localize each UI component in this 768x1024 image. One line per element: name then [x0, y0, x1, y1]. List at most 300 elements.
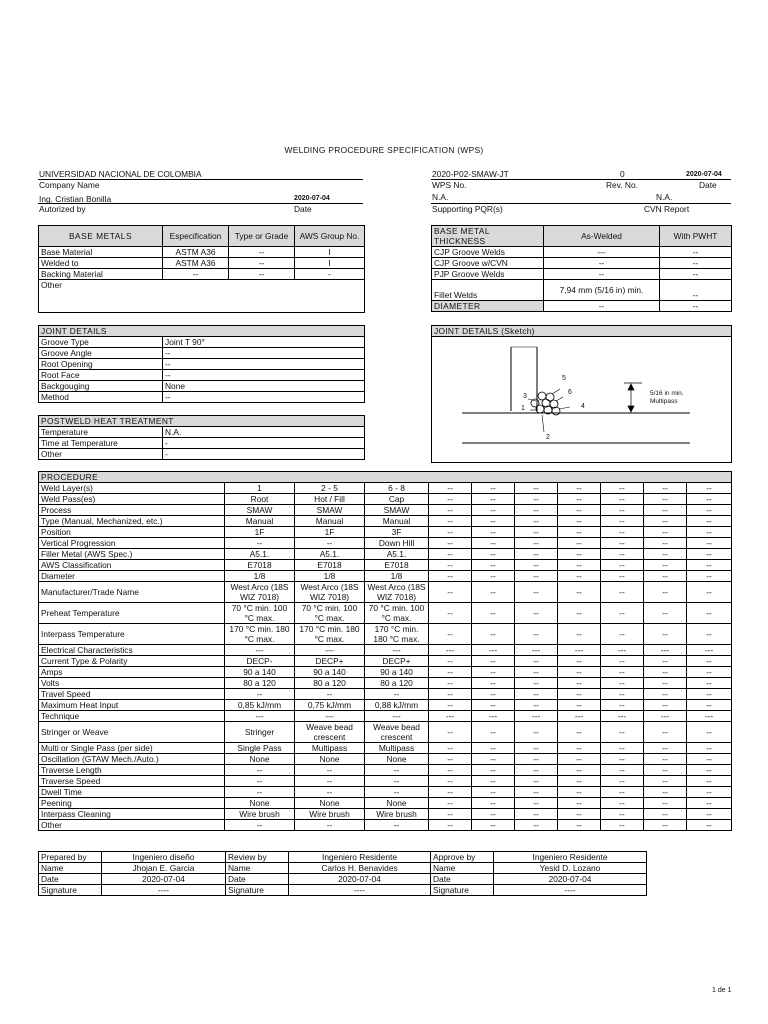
procedure-empty-cell: --	[601, 483, 644, 494]
procedure-empty-cell: --	[558, 743, 601, 754]
procedure-empty-cell: ---	[601, 645, 644, 656]
procedure-empty-cell: --	[687, 765, 732, 776]
procedure-empty-cell: --	[515, 560, 558, 571]
sketch-note-multipass: Multipass	[650, 398, 678, 405]
procedure-cell: Multipass	[365, 743, 429, 754]
document-title: WELDING PROCEDURE SPECIFICATION (WPS)	[284, 145, 484, 155]
procedure-empty-cell: --	[644, 700, 687, 711]
procedure-row	[39, 549, 732, 560]
procedure-empty-cell: --	[601, 765, 644, 776]
procedure-empty-cell: --	[472, 689, 515, 700]
procedure-empty-cell: --	[429, 820, 472, 831]
procedure-cell: --	[365, 787, 429, 798]
procedure-empty-cell: --	[687, 527, 732, 538]
procedure-empty-cell: --	[644, 667, 687, 678]
procedure-row	[39, 494, 732, 505]
procedure-empty-cell: --	[515, 809, 558, 820]
procedure-cell: Manual	[365, 516, 429, 527]
procedure-empty-cell: --	[429, 624, 472, 645]
procedure-cell: SMAW	[225, 505, 295, 516]
procedure-empty-cell: --	[644, 516, 687, 527]
procedure-empty-cell: --	[558, 603, 601, 624]
procedure-empty-cell: --	[601, 624, 644, 645]
procedure-cell: 90 a 140	[295, 667, 365, 678]
company-date-value: 2020-07-04	[294, 195, 330, 202]
procedure-empty-cell: --	[558, 505, 601, 516]
procedure-cell: DECP+	[365, 656, 429, 667]
procedure-empty-cell: --	[472, 765, 515, 776]
procedure-empty-cell: --	[558, 689, 601, 700]
procedure-row-label: Current Type & Polarity	[39, 656, 225, 667]
procedure-empty-cell: --	[558, 582, 601, 603]
procedure-empty-cell: ---	[644, 711, 687, 722]
procedure-row	[39, 820, 732, 831]
procedure-empty-cell: --	[644, 505, 687, 516]
procedure-cell: None	[295, 798, 365, 809]
procedure-empty-cell: --	[601, 527, 644, 538]
procedure-empty-cell: --	[644, 722, 687, 743]
procedure-cell: 0,85 kJ/mm	[225, 700, 295, 711]
page-number: 1 de 1	[712, 987, 732, 994]
procedure-row-label: Type (Manual, Mechanized, etc.)	[39, 516, 225, 527]
procedure-empty-cell: --	[644, 689, 687, 700]
procedure-cell: --	[365, 765, 429, 776]
procedure-empty-cell: --	[601, 689, 644, 700]
procedure-empty-cell: --	[644, 527, 687, 538]
procedure-empty-cell: --	[515, 776, 558, 787]
joint-sketch-box	[431, 325, 732, 463]
procedure-empty-cell: --	[429, 538, 472, 549]
procedure-cell: --	[225, 538, 295, 549]
procedure-empty-cell: --	[687, 494, 732, 505]
procedure-empty-cell: --	[472, 494, 515, 505]
procedure-empty-cell: --	[601, 743, 644, 754]
procedure-empty-cell: --	[687, 722, 732, 743]
diameter-label: DIAMETER	[432, 301, 544, 312]
procedure-row	[39, 505, 732, 516]
procedure-row	[39, 603, 732, 624]
procedure-empty-cell: --	[558, 527, 601, 538]
procedure-empty-cell: --	[687, 505, 732, 516]
procedure-row	[39, 527, 732, 538]
procedure-cell: 170 °C min. 180 °C max.	[225, 624, 295, 645]
procedure-cell: 1/8	[225, 571, 295, 582]
procedure-empty-cell: --	[429, 527, 472, 538]
procedure-cell: West Arco (18S WIZ 7018)	[225, 582, 295, 603]
procedure-empty-cell: --	[644, 624, 687, 645]
procedure-empty-cell: --	[515, 483, 558, 494]
procedure-empty-cell: --	[472, 754, 515, 765]
procedure-cell: Wire brush	[295, 809, 365, 820]
procedure-empty-cell: --	[515, 765, 558, 776]
procedure-empty-cell: --	[515, 678, 558, 689]
authorized-value: Ing. Cristian Bonilla	[39, 194, 112, 204]
procedure-empty-cell: --	[472, 527, 515, 538]
wps-number-value: 2020-P02-SMAW-JT	[432, 169, 509, 179]
procedure-empty-cell: ---	[429, 645, 472, 656]
procedure-empty-cell: --	[429, 582, 472, 603]
procedure-empty-cell: --	[429, 516, 472, 527]
procedure-empty-cell: --	[429, 603, 472, 624]
procedure-header: PROCEDURE	[39, 472, 732, 483]
procedure-cell: 70 °C min. 100 °C max.	[365, 603, 429, 624]
procedure-cell: ---	[295, 645, 365, 656]
procedure-empty-cell: --	[644, 678, 687, 689]
procedure-empty-cell: --	[429, 549, 472, 560]
procedure-cell: --	[225, 787, 295, 798]
procedure-empty-cell: --	[644, 571, 687, 582]
joint-sketch-header: JOINT DETAILS (Sketch)	[432, 326, 731, 337]
procedure-cell: Multipass	[295, 743, 365, 754]
procedure-table	[38, 471, 732, 831]
procedure-cell: --	[295, 689, 365, 700]
procedure-empty-cell: --	[515, 549, 558, 560]
procedure-empty-cell: --	[472, 483, 515, 494]
procedure-empty-cell: --	[472, 603, 515, 624]
procedure-row-label: Interpass Temperature	[39, 624, 225, 645]
procedure-empty-cell: --	[472, 776, 515, 787]
procedure-empty-cell: --	[515, 667, 558, 678]
procedure-cell: 170 °C min. 180 °C max.	[295, 624, 365, 645]
procedure-empty-cell: --	[558, 798, 601, 809]
wps-date-value: 2020-07-04	[686, 171, 722, 178]
procedure-empty-cell: --	[558, 667, 601, 678]
procedure-empty-cell: --	[644, 754, 687, 765]
sketch-label-3: 3	[523, 393, 527, 400]
procedure-empty-cell: --	[558, 722, 601, 743]
procedure-empty-cell: --	[687, 624, 732, 645]
procedure-cell: --	[365, 689, 429, 700]
procedure-row	[39, 711, 732, 722]
procedure-cell: 2 - 5	[295, 483, 365, 494]
thickness-header: BASE METAL THICKNESS	[432, 226, 544, 247]
procedure-empty-cell: --	[687, 743, 732, 754]
procedure-empty-cell: ---	[472, 645, 515, 656]
procedure-empty-cell: --	[515, 527, 558, 538]
procedure-cell: --	[295, 787, 365, 798]
procedure-empty-cell: --	[515, 820, 558, 831]
procedure-empty-cell: --	[601, 700, 644, 711]
procedure-empty-cell: --	[687, 603, 732, 624]
sketch-label-4: 4	[581, 403, 585, 410]
procedure-row	[39, 776, 732, 787]
procedure-empty-cell: --	[644, 820, 687, 831]
procedure-empty-cell: --	[472, 809, 515, 820]
procedure-empty-cell: --	[601, 582, 644, 603]
procedure-cell: 80 a 120	[365, 678, 429, 689]
procedure-empty-cell: --	[687, 809, 732, 820]
procedure-empty-cell: --	[472, 560, 515, 571]
procedure-empty-cell: --	[601, 516, 644, 527]
joint-details-table: JOINT DETAILS Groove Type Joint T 90° Groove Angle -- Root Opening -- Root Face -- Backgouging None Method --	[38, 325, 365, 403]
procedure-empty-cell: --	[601, 798, 644, 809]
procedure-cell: A5.1.	[365, 549, 429, 560]
procedure-row	[39, 624, 732, 645]
company-date-label: Date	[294, 204, 312, 214]
procedure-row	[39, 516, 732, 527]
procedure-cell: ---	[295, 711, 365, 722]
procedure-empty-cell: --	[644, 603, 687, 624]
authorized-label: Autorized by	[39, 204, 86, 214]
procedure-empty-cell: --	[644, 743, 687, 754]
procedure-row	[39, 743, 732, 754]
procedure-row-label: Amps	[39, 667, 225, 678]
procedure-row	[39, 809, 732, 820]
procedure-empty-cell: --	[472, 538, 515, 549]
procedure-row	[39, 765, 732, 776]
procedure-empty-cell: --	[644, 656, 687, 667]
procedure-row-label: Dwell Time	[39, 787, 225, 798]
procedure-cell: Weave bead crescent	[365, 722, 429, 743]
procedure-cell: --	[295, 776, 365, 787]
cvn-value: N.A.	[656, 192, 673, 202]
procedure-empty-cell: --	[601, 776, 644, 787]
procedure-empty-cell: --	[429, 678, 472, 689]
procedure-row-label: Oscillation (GTAW Mech./Auto.)	[39, 754, 225, 765]
procedure-empty-cell: --	[644, 776, 687, 787]
procedure-empty-cell: --	[558, 494, 601, 505]
procedure-cell: --	[365, 776, 429, 787]
procedure-empty-cell: --	[601, 494, 644, 505]
procedure-empty-cell: --	[687, 820, 732, 831]
procedure-empty-cell: --	[687, 516, 732, 527]
procedure-empty-cell: --	[687, 754, 732, 765]
procedure-cell: E7018	[225, 560, 295, 571]
procedure-cell: --	[295, 538, 365, 549]
procedure-cell: 6 - 8	[365, 483, 429, 494]
procedure-empty-cell: --	[644, 549, 687, 560]
procedure-cell: 0,88 kJ/mm	[365, 700, 429, 711]
rev-value: 0	[620, 169, 625, 179]
procedure-row	[39, 722, 732, 743]
procedure-empty-cell: ---	[515, 645, 558, 656]
procedure-cell: West Arco (18S WIZ 7018)	[295, 582, 365, 603]
procedure-empty-cell: --	[429, 560, 472, 571]
procedure-cell: 1/8	[365, 571, 429, 582]
procedure-empty-cell: --	[687, 538, 732, 549]
procedure-empty-cell: --	[472, 722, 515, 743]
procedure-empty-cell: --	[601, 678, 644, 689]
procedure-empty-cell: --	[515, 700, 558, 711]
procedure-empty-cell: --	[601, 549, 644, 560]
procedure-row-label: Interpass Cleaning	[39, 809, 225, 820]
procedure-empty-cell: --	[558, 809, 601, 820]
procedure-empty-cell: --	[515, 494, 558, 505]
procedure-empty-cell: --	[429, 765, 472, 776]
procedure-cell: ---	[225, 711, 295, 722]
procedure-empty-cell: --	[429, 798, 472, 809]
company-name-label: Company Name	[39, 180, 100, 190]
procedure-row-label: Position	[39, 527, 225, 538]
pqr-label: Supporting PQR(s)	[432, 204, 503, 214]
procedure-empty-cell: --	[515, 787, 558, 798]
procedure-cell: --	[225, 689, 295, 700]
company-name-value: UNIVERSIDAD NACIONAL DE COLOMBIA	[39, 169, 202, 179]
sketch-label-6: 6	[568, 389, 572, 396]
procedure-empty-cell: ---	[601, 711, 644, 722]
procedure-empty-cell: --	[515, 689, 558, 700]
procedure-cell: DECP-	[225, 656, 295, 667]
procedure-empty-cell: --	[601, 656, 644, 667]
procedure-cell: --	[295, 765, 365, 776]
procedure-empty-cell: --	[687, 798, 732, 809]
procedure-cell: 1F	[225, 527, 295, 538]
procedure-empty-cell: --	[515, 722, 558, 743]
procedure-empty-cell: --	[429, 505, 472, 516]
procedure-empty-cell: --	[429, 700, 472, 711]
procedure-empty-cell: --	[429, 809, 472, 820]
procedure-empty-cell: --	[429, 743, 472, 754]
procedure-cell: 80 a 120	[225, 678, 295, 689]
wps-number-label: WPS No.	[432, 180, 467, 190]
procedure-empty-cell: --	[472, 505, 515, 516]
procedure-empty-cell: --	[558, 516, 601, 527]
procedure-row	[39, 689, 732, 700]
sketch-label-5: 5	[562, 375, 566, 382]
procedure-cell: Single Pass	[225, 743, 295, 754]
procedure-cell: Stringer	[225, 722, 295, 743]
procedure-empty-cell: --	[644, 538, 687, 549]
procedure-row-label: Travel Speed	[39, 689, 225, 700]
procedure-empty-cell: --	[515, 624, 558, 645]
procedure-empty-cell: --	[515, 582, 558, 603]
procedure-empty-cell: --	[472, 700, 515, 711]
procedure-cell: 1	[225, 483, 295, 494]
procedure-cell: SMAW	[365, 505, 429, 516]
procedure-empty-cell: --	[515, 754, 558, 765]
base-metals-table: BASE METALS Especification Type or Grade AWS Group No. Base Material ASTM A36 -- I Welded to ASTM A36 -- I Backing Material -- -- - Other	[38, 225, 365, 313]
procedure-cell: None	[295, 754, 365, 765]
procedure-empty-cell: --	[644, 560, 687, 571]
procedure-cell: ---	[365, 711, 429, 722]
pwht-table: POSTWELD HEAT TREATMENT Temperature N.A. Time at Temperature - Other -	[38, 415, 365, 460]
procedure-cell: --	[225, 820, 295, 831]
procedure-empty-cell: --	[687, 549, 732, 560]
procedure-row-label: Technique	[39, 711, 225, 722]
pqr-value: N.A.	[432, 192, 449, 202]
procedure-empty-cell: --	[558, 656, 601, 667]
procedure-empty-cell: --	[558, 820, 601, 831]
procedure-empty-cell: --	[515, 505, 558, 516]
procedure-cell: E7018	[365, 560, 429, 571]
procedure-cell: 90 a 140	[225, 667, 295, 678]
procedure-empty-cell: ---	[687, 711, 732, 722]
procedure-empty-cell: --	[429, 787, 472, 798]
procedure-cell: DECP+	[295, 656, 365, 667]
procedure-cell: 70 °C min. 100 °C max.	[295, 603, 365, 624]
procedure-empty-cell: ---	[687, 645, 732, 656]
procedure-empty-cell: --	[558, 560, 601, 571]
procedure-empty-cell: --	[558, 483, 601, 494]
procedure-empty-cell: --	[515, 516, 558, 527]
procedure-empty-cell: --	[601, 787, 644, 798]
procedure-empty-cell: --	[601, 667, 644, 678]
procedure-empty-cell: --	[472, 787, 515, 798]
procedure-empty-cell: --	[601, 754, 644, 765]
procedure-row	[39, 678, 732, 689]
procedure-empty-cell: --	[472, 678, 515, 689]
procedure-empty-cell: --	[515, 743, 558, 754]
procedure-empty-cell: --	[601, 722, 644, 743]
procedure-empty-cell: --	[687, 483, 732, 494]
procedure-empty-cell: ---	[558, 645, 601, 656]
procedure-cell: Root	[225, 494, 295, 505]
cvn-label: CVN Report	[644, 204, 690, 214]
procedure-row-label: AWS Classification	[39, 560, 225, 571]
procedure-empty-cell: --	[429, 571, 472, 582]
procedure-empty-cell: --	[644, 787, 687, 798]
procedure-empty-cell: --	[558, 571, 601, 582]
procedure-empty-cell: --	[472, 798, 515, 809]
procedure-empty-cell: --	[601, 820, 644, 831]
procedure-cell: Manual	[225, 516, 295, 527]
procedure-cell: Wire brush	[225, 809, 295, 820]
procedure-row	[39, 645, 732, 656]
procedure-cell: Weave bead crescent	[295, 722, 365, 743]
procedure-empty-cell: ---	[644, 645, 687, 656]
procedure-empty-cell: --	[515, 538, 558, 549]
procedure-empty-cell: --	[687, 560, 732, 571]
procedure-row-label: Weld Pass(es)	[39, 494, 225, 505]
procedure-empty-cell: --	[601, 809, 644, 820]
pwht-header: POSTWELD HEAT TREATMENT	[39, 416, 365, 427]
procedure-empty-cell: --	[429, 483, 472, 494]
procedure-empty-cell: --	[429, 689, 472, 700]
procedure-empty-cell: --	[601, 560, 644, 571]
procedure-row-label: Diameter	[39, 571, 225, 582]
procedure-row	[39, 571, 732, 582]
procedure-empty-cell: --	[644, 765, 687, 776]
procedure-empty-cell: --	[472, 516, 515, 527]
procedure-cell: None	[365, 754, 429, 765]
procedure-cell: Down Hill	[365, 538, 429, 549]
procedure-cell: None	[225, 798, 295, 809]
procedure-empty-cell: --	[601, 538, 644, 549]
procedure-empty-cell: --	[644, 798, 687, 809]
procedure-empty-cell: --	[687, 787, 732, 798]
procedure-row-label: Stringer or Weave	[39, 722, 225, 743]
procedure-empty-cell: --	[515, 656, 558, 667]
procedure-row	[39, 798, 732, 809]
procedure-empty-cell: --	[687, 689, 732, 700]
procedure-row-label: Multi or Single Pass (per side)	[39, 743, 225, 754]
procedure-empty-cell: --	[472, 624, 515, 645]
procedure-row-label: Manufacturer/Trade Name	[39, 582, 225, 603]
procedure-empty-cell: --	[515, 798, 558, 809]
procedure-cell: --	[225, 765, 295, 776]
procedure-cell: 80 a 120	[295, 678, 365, 689]
procedure-row-label: Maximum Heat Input	[39, 700, 225, 711]
procedure-empty-cell: --	[429, 776, 472, 787]
procedure-empty-cell: --	[687, 667, 732, 678]
procedure-row	[39, 667, 732, 678]
procedure-empty-cell: --	[515, 571, 558, 582]
procedure-empty-cell: ---	[472, 711, 515, 722]
procedure-cell: ---	[225, 645, 295, 656]
thickness-table: BASE METAL THICKNESS As-Welded With PWHT CJP Groove Welds --- -- CJP Groove w/CVN -- -- PJP Groove Welds -- -- Fillet Welds 7,94 mm (5/16 in) min. -- DIAMETER -- --	[431, 225, 732, 312]
procedure-row	[39, 483, 732, 494]
procedure-empty-cell: --	[558, 754, 601, 765]
procedure-empty-cell: ---	[515, 711, 558, 722]
procedure-cell: 3F	[365, 527, 429, 538]
procedure-cell: 170 °C min. 180 °C max.	[365, 624, 429, 645]
procedure-cell: Wire brush	[365, 809, 429, 820]
procedure-cell: None	[365, 798, 429, 809]
procedure-row-label: Process	[39, 505, 225, 516]
procedure-row	[39, 582, 732, 603]
procedure-empty-cell: --	[558, 624, 601, 645]
sketch-label-2: 2	[546, 434, 550, 441]
